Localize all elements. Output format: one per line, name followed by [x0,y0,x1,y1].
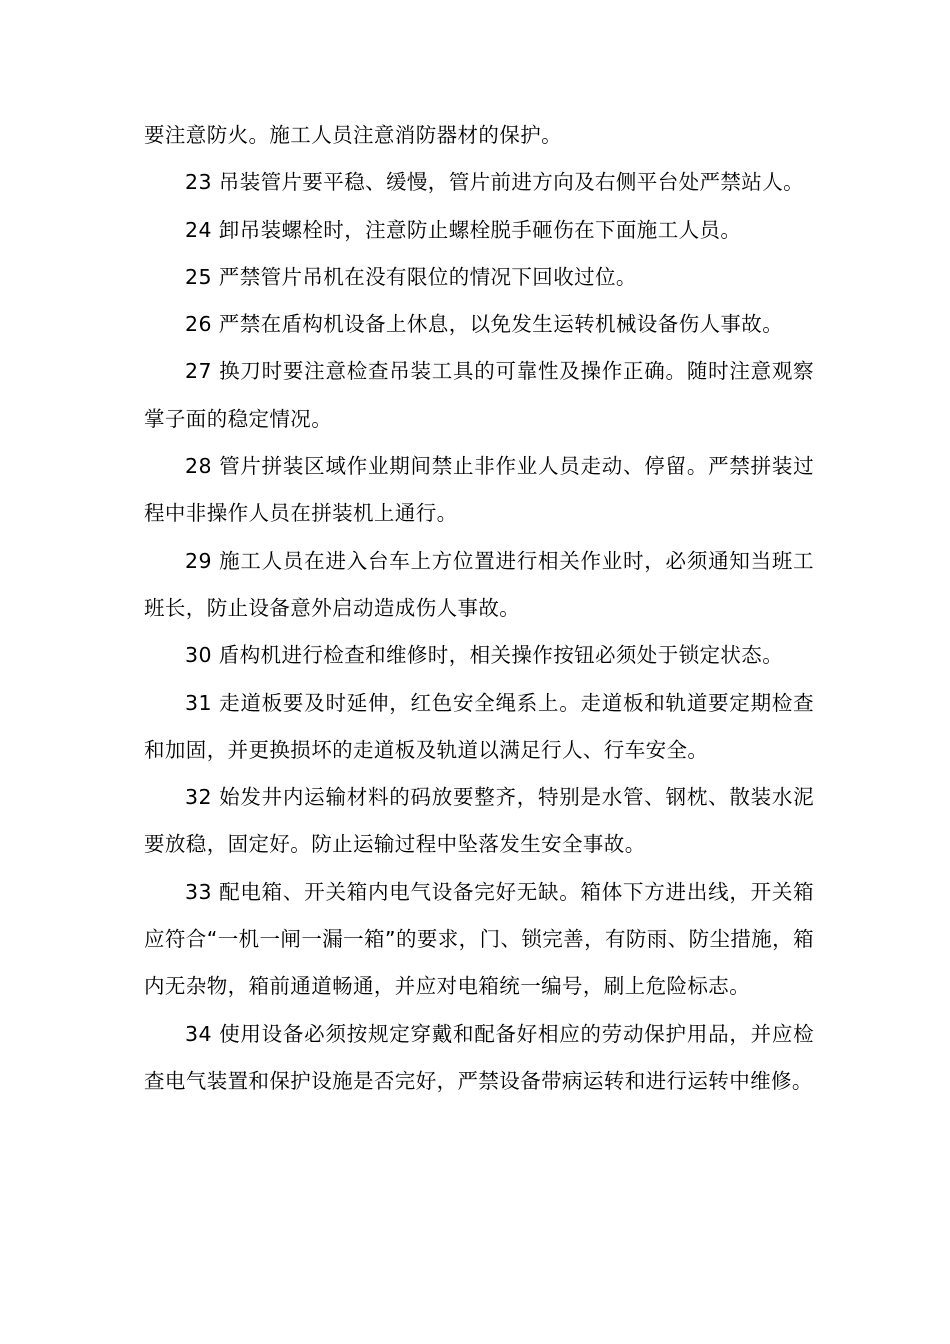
paragraph-item-24: 24 卸吊装螺栓时，注意防止螺栓脱手砸伤在下面施工人员。 [185,217,742,242]
paragraph-item-30: 30 盾构机进行检查和维修时，相关操作按钮必须处于锁定状态。 [185,643,784,668]
paragraph-item-33: 33 配电箱、开关箱内电气设备完好无缺。箱体下方进出线，开关箱应符合“一机一闸一漏一箱”的要求，门、锁完善，有防雨、防尘措施，箱内无杂物，箱前通道畅通，并应对电箱统一编号，刷上危险标志。 [144,879,814,999]
paragraph-item-26: 26 严禁在盾构机设备上休息，以免发生运转机械设备伤人事故。 [185,312,784,337]
paragraph-item-23: 23 吊装管片要平稳、缓慢，管片前进方向及右侧平台处严禁站人。 [185,170,804,195]
paragraph-item-27: 27 换刀时要注意检查吊装工具的可靠性及操作正确。随时注意观察掌子面的稳定情况。 [144,359,814,431]
paragraph-item-32: 32 始发井内运输材料的码放要整齐，特别是水管、钢枕、散装水泥要放稳，固定好。防止运输过程中坠落发生安全事故。 [144,785,814,857]
paragraph-item-29: 29 施工人员在进入台车上方位置进行相关作业时，必须通知当班工班长，防止设备意外启动造成伤人事故。 [144,548,814,620]
paragraph-item-34: 34 使用设备必须按规定穿戴和配备好相应的劳动保护用品，并应检查电气装置和保护设施是否完好，严禁设备带病运转和进行运转中维修。 [144,1021,814,1093]
paragraph-item-28: 28 管片拼装区域作业期间禁止非作业人员走动、停留。严禁拼装过程中非操作人员在拼装机上通行。 [144,454,814,526]
document-body [144,112,814,1105]
paragraph-item-31: 31 走道板要及时延伸，红色安全绳系上。走道板和轨道要定期检查和加固，并更换损坏的走道板及轨道以满足行人、行车安全。 [144,690,814,762]
paragraph-continuation: 要注意防火。施工人员注意消防器材的保护。 [144,123,562,147]
paragraph-item-25: 25 严禁管片吊机在没有限位的情况下回收过位。 [185,264,637,289]
